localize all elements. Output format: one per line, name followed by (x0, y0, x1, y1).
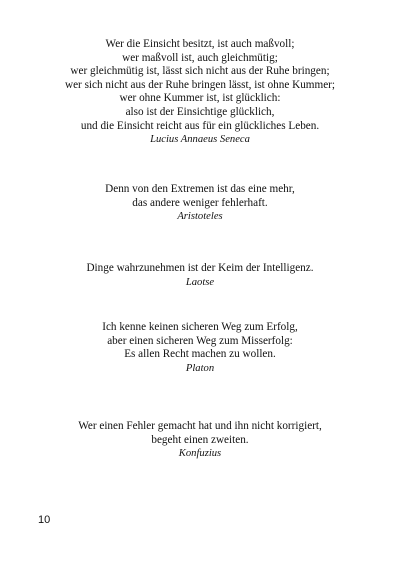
quote-konfuzius (0, 420, 400, 461)
quote-line: Dinge wahrzunehmen ist der Keim der Intelligenz. (86, 262, 314, 274)
quote-author: Lucius Annaeus Seneca (150, 134, 250, 146)
quote-author: Konfuzius (178, 448, 222, 460)
quote-author: Aristoteles (177, 211, 223, 223)
quote-line: das andere weniger fehlerhaft. (132, 196, 268, 209)
page-number: 10 (38, 514, 51, 526)
quote-line: Denn von den Extremen ist das eine mehr, (105, 183, 295, 195)
quote-line: und die Einsicht reicht aus für ein glückliches Leben. (80, 119, 320, 132)
quote-line: Wer die Einsicht besitzt, ist auch maßvoll; (105, 38, 295, 50)
quote-line: also ist der Einsichtige glücklich, (125, 105, 275, 118)
quote-line: Wer einen Fehler gemacht hat und ihn nicht korrigiert, (78, 420, 322, 432)
quote-line: Ich kenne keinen sicheren Weg zum Erfolg, (102, 321, 298, 333)
quote-author: Laotse (185, 276, 215, 288)
quote-author: Platon (185, 362, 215, 374)
quote-aristoteles (0, 183, 400, 224)
quote-line: Es allen Recht machen zu wollen. (124, 348, 276, 361)
quote-laotse (0, 262, 400, 289)
quote-line: wer sich nicht aus der Ruhe bringen lässt, ist ohne Kummer; (65, 78, 335, 91)
quote-platon (0, 321, 400, 375)
quote-line: wer ohne Kummer ist, ist glücklich: (119, 92, 281, 105)
quote-line: aber einen sicheren Weg zum Misserfolg: (107, 334, 293, 347)
quote-line: begeht einen zweiten. (151, 433, 249, 446)
quote-seneca (0, 38, 400, 147)
quote-line: wer maßvoll ist, auch gleichmütig; (122, 51, 278, 64)
quote-line: wer gleichmütig ist, lässt sich nicht aus der Ruhe bringen; (70, 65, 330, 78)
